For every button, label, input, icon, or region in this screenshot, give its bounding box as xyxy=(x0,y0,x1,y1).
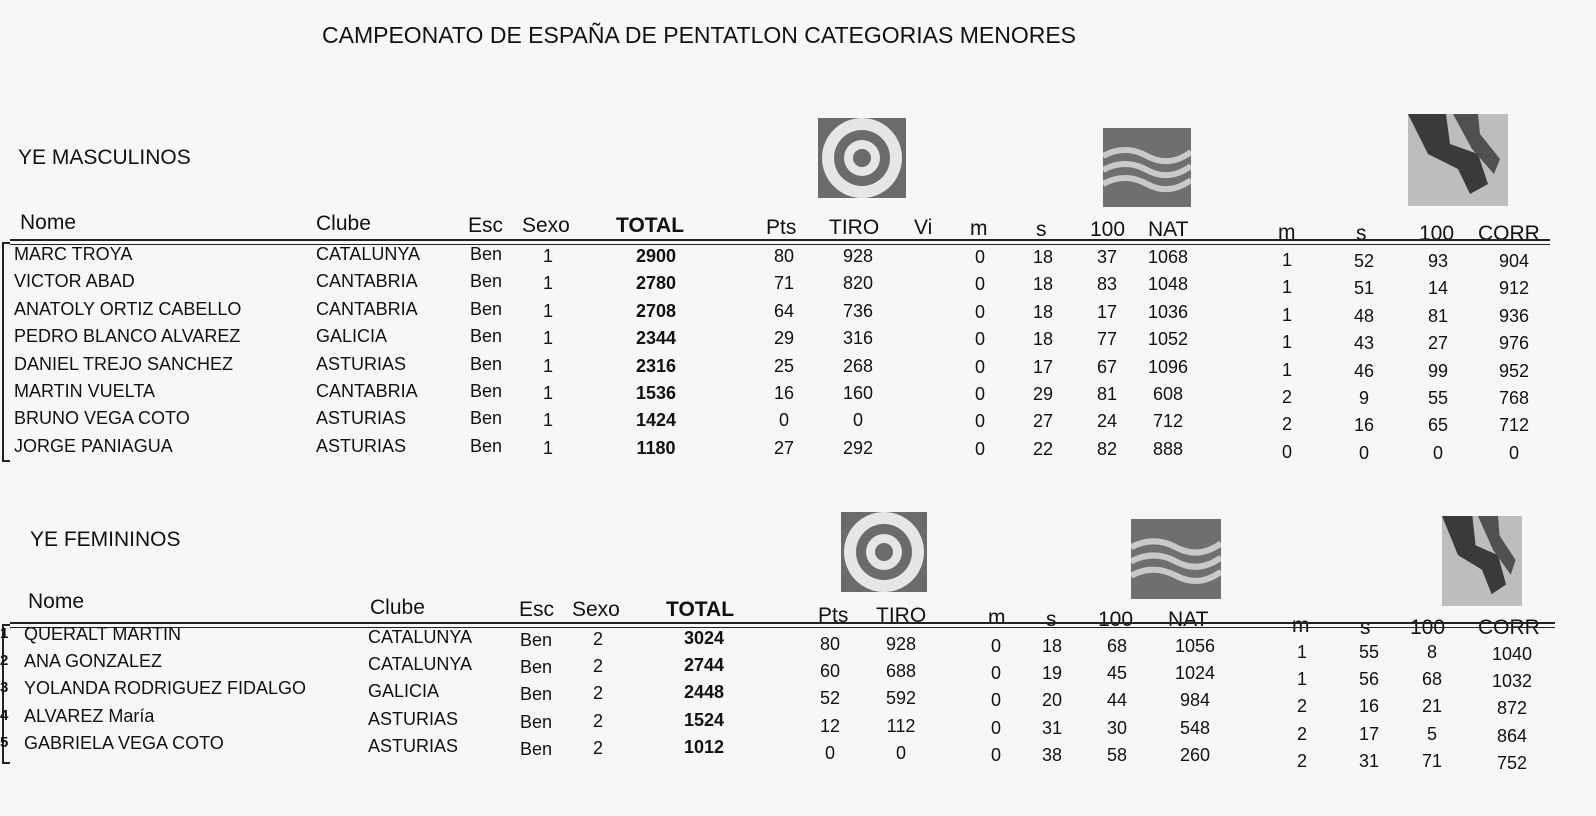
col-header-clube: Clube xyxy=(316,212,371,235)
cell-nome: BRUNO VEGA COTO xyxy=(14,408,190,429)
col-header-sexo: Sexo xyxy=(572,598,620,621)
cell-tiro: 592 xyxy=(885,688,917,709)
cell-total: 2316 xyxy=(635,355,677,376)
cell-corr-m: 0 xyxy=(1281,441,1293,462)
col-header-esc: Esc xyxy=(468,214,504,237)
cell-nat-m: 0 xyxy=(990,744,1002,765)
cell-nat: 888 xyxy=(1152,438,1184,459)
cell-nat-c: 68 xyxy=(1106,636,1128,656)
cell-nat-m: 0 xyxy=(990,690,1002,711)
cell-tiro: 736 xyxy=(842,300,874,321)
cell-nat-s: 18 xyxy=(1032,329,1054,350)
cell-tiro: 112 xyxy=(886,715,916,736)
cell-nat: 548 xyxy=(1179,717,1211,738)
cell-corr-s: 17 xyxy=(1358,723,1380,744)
cell-clube: CANTABRIA xyxy=(316,271,418,292)
cell-nat: 1068 xyxy=(1147,247,1189,267)
cell-corr: 952 xyxy=(1498,360,1530,381)
col-header-corr-m: m xyxy=(1278,221,1296,244)
col-header-tiro: TIRO xyxy=(829,216,880,239)
cell-esc: Ben xyxy=(520,657,553,678)
cell-clube: GALICIA xyxy=(368,681,440,702)
cell-corr-s: 0 xyxy=(1358,442,1370,463)
cell-sexo: 1 xyxy=(542,273,554,294)
cell-nat: 984 xyxy=(1179,690,1211,711)
cell-total: 2448 xyxy=(683,682,725,703)
cell-nat: 1024 xyxy=(1174,663,1216,684)
cell-sexo: 1 xyxy=(542,437,554,458)
cell-nat-s: 38 xyxy=(1041,744,1063,765)
cell-tiro: 820 xyxy=(842,273,874,294)
header-rule xyxy=(10,627,1555,628)
running-legs-icon xyxy=(1408,114,1508,206)
cell-sexo: 1 xyxy=(542,383,554,403)
col-header-nat: NAT xyxy=(1168,608,1209,631)
header-rule xyxy=(10,239,1550,241)
cell-esc: Ben xyxy=(470,244,503,264)
cell-pts: 52 xyxy=(819,688,841,709)
cell-nome: PEDRO BLANCO ALVAREZ xyxy=(14,326,241,347)
col-header-corr: CORR xyxy=(1478,616,1540,639)
col-header-pts: Pts xyxy=(766,216,797,239)
cell-pts: 25 xyxy=(773,355,795,376)
cell-total: 1524 xyxy=(683,709,725,730)
cell-nat-c: 77 xyxy=(1096,329,1118,350)
col-header-total: TOTAL xyxy=(666,598,735,621)
cell-nat-m: 0 xyxy=(974,329,986,350)
cell-nat-s: 19 xyxy=(1041,663,1063,684)
cell-pts: 0 xyxy=(778,410,790,431)
col-header-nat-100: 100 xyxy=(1090,218,1126,241)
cell-corr-s: 56 xyxy=(1358,669,1380,690)
cell-pts: 80 xyxy=(773,246,795,266)
cell-total: 1180 xyxy=(636,437,676,458)
header-rule xyxy=(10,622,1555,624)
cell-tiro: 160 xyxy=(842,383,874,403)
cell-nat-m: 0 xyxy=(974,411,986,432)
swimming-waves-icon xyxy=(1103,128,1191,207)
col-header-nat-m: m xyxy=(988,606,1006,629)
cell-corr-s: 9 xyxy=(1358,388,1370,408)
cell-nat-m: 0 xyxy=(974,301,986,322)
cell-nat-c: 81 xyxy=(1096,384,1118,404)
cell-tiro: 292 xyxy=(842,437,874,458)
col-header-nat-s: s xyxy=(1046,608,1057,631)
cell-nat-s: 31 xyxy=(1041,717,1063,738)
cell-nome: ANA GONZALEZ xyxy=(24,651,163,672)
cell-nat-s: 18 xyxy=(1032,274,1054,295)
col-header-nome: Nome xyxy=(20,211,77,234)
cell-corr-m: 1 xyxy=(1281,250,1293,270)
cell-corr-m: 2 xyxy=(1281,414,1293,435)
cell-pts: 12 xyxy=(819,715,841,736)
cell-nat: 260 xyxy=(1179,744,1211,765)
rank-number: 2 xyxy=(0,652,9,670)
col-header-clube: Clube xyxy=(370,596,425,619)
col-header-nat: NAT xyxy=(1148,218,1189,241)
cell-nome: ANATOLY ORTIZ CABELLO xyxy=(14,298,242,319)
document-title: CAMPEONATO DE ESPAÑA DE PENTATLON CATEGORIAS MENORES xyxy=(322,22,1077,48)
cell-corr-c: 8 xyxy=(1426,642,1438,662)
cell-pts: 27 xyxy=(773,437,795,458)
cell-nat-s: 17 xyxy=(1032,356,1054,377)
cell-corr-s: 51 xyxy=(1353,278,1375,299)
cell-esc: Ben xyxy=(520,630,553,650)
col-header-nat-100: 100 xyxy=(1098,608,1134,631)
cell-tiro: 0 xyxy=(852,410,864,431)
cell-clube: CATALUNYA xyxy=(368,627,473,647)
cell-total: 2344 xyxy=(635,328,677,349)
rank-number: 1 xyxy=(0,625,9,642)
col-header-vi: Vi xyxy=(914,216,933,239)
cell-corr-m: 2 xyxy=(1296,750,1308,771)
cell-corr-m: 2 xyxy=(1296,723,1308,744)
cell-nat-c: 37 xyxy=(1096,247,1118,267)
cell-total: 1536 xyxy=(635,383,677,403)
cell-pts: 16 xyxy=(773,383,795,403)
cell-nat-c: 45 xyxy=(1106,663,1128,684)
cell-corr-s: 46 xyxy=(1353,360,1375,381)
cell-clube: ASTURIAS xyxy=(316,435,407,456)
cell-esc: Ben xyxy=(470,298,503,319)
cell-corr-s: 16 xyxy=(1353,415,1375,436)
cell-nat: 1096 xyxy=(1147,356,1189,377)
cell-nome: GABRIELA VEGA COTO xyxy=(24,732,224,753)
target-icon xyxy=(818,118,906,198)
cell-corr-c: 21 xyxy=(1421,696,1443,717)
cell-nat: 1048 xyxy=(1147,274,1189,295)
col-header-corr-m: m xyxy=(1292,614,1310,637)
running-legs-icon xyxy=(1442,516,1522,606)
cell-corr-c: 68 xyxy=(1421,669,1443,690)
cell-tiro: 928 xyxy=(842,246,874,266)
rank-number: 5 xyxy=(0,733,9,751)
cell-total: 3024 xyxy=(683,628,725,648)
cell-total: 2708 xyxy=(635,300,677,321)
col-header-pts: Pts xyxy=(818,604,849,627)
cell-esc: Ben xyxy=(520,684,553,705)
cell-corr-m: 1 xyxy=(1296,642,1308,662)
col-header-corr: CORR xyxy=(1478,222,1540,245)
cell-esc: Ben xyxy=(470,435,503,456)
cell-nat: 712 xyxy=(1152,411,1184,432)
cell-sexo: 2 xyxy=(592,683,604,704)
cell-corr: 752 xyxy=(1496,752,1528,773)
header-rule xyxy=(10,244,1550,245)
col-header-tiro: TIRO xyxy=(876,604,927,627)
cell-nat-c: 44 xyxy=(1106,690,1128,711)
cell-corr: 712 xyxy=(1498,415,1530,436)
cell-corr-s: 52 xyxy=(1353,251,1375,271)
cell-nat-m: 0 xyxy=(974,384,986,404)
cell-clube: ASTURIAS xyxy=(316,408,407,429)
cell-clube: ASTURIAS xyxy=(368,708,459,729)
cell-sexo: 1 xyxy=(542,300,554,321)
cell-nat-c: 82 xyxy=(1096,438,1118,459)
cell-corr: 872 xyxy=(1496,698,1528,719)
cell-corr-c: 0 xyxy=(1432,442,1444,463)
cell-sexo: 2 xyxy=(592,737,604,758)
cell-nome: VICTOR ABAD xyxy=(14,271,135,292)
cell-corr: 1040 xyxy=(1491,644,1533,664)
cell-corr-c: 55 xyxy=(1427,388,1449,408)
cell-nat-c: 58 xyxy=(1106,744,1128,765)
cell-sexo: 2 xyxy=(592,656,604,677)
cell-pts: 71 xyxy=(773,273,795,294)
cell-pts: 0 xyxy=(824,742,836,763)
cell-nat: 1052 xyxy=(1147,329,1189,350)
cell-corr-c: 99 xyxy=(1427,360,1449,381)
cell-clube: CANTABRIA xyxy=(316,298,418,319)
col-header-total: TOTAL xyxy=(616,214,685,237)
cell-nat: 1036 xyxy=(1147,301,1189,322)
col-header-nat-s: s xyxy=(1036,218,1047,241)
cell-tiro: 928 xyxy=(885,634,917,654)
cell-corr-c: 5 xyxy=(1426,723,1438,744)
cell-nome: MARC TROYA xyxy=(14,244,133,264)
cell-clube: ASTURIAS xyxy=(316,353,407,374)
cell-corr-s: 31 xyxy=(1358,750,1380,771)
cell-nat-s: 22 xyxy=(1032,438,1054,459)
cell-corr-c: 81 xyxy=(1427,305,1449,326)
cell-esc: Ben xyxy=(470,408,503,429)
cell-esc: Ben xyxy=(470,353,503,374)
cell-esc: Ben xyxy=(470,326,503,347)
cell-total: 2900 xyxy=(635,246,677,266)
cell-corr-m: 2 xyxy=(1281,387,1293,407)
cell-corr: 976 xyxy=(1498,333,1530,354)
cell-corr-m: 1 xyxy=(1296,669,1308,690)
cell-nat-s: 18 xyxy=(1041,636,1063,656)
target-icon xyxy=(841,512,927,592)
cell-clube: ASTURIAS xyxy=(368,735,459,756)
cell-corr: 936 xyxy=(1498,305,1530,326)
cell-nome: MARTIN VUELTA xyxy=(14,381,156,401)
col-header-corr-100: 100 xyxy=(1419,222,1455,245)
cell-total: 2780 xyxy=(635,273,677,294)
rank-number: 3 xyxy=(0,679,9,697)
cell-pts: 64 xyxy=(773,300,795,321)
cell-nat-m: 0 xyxy=(974,356,986,377)
cell-corr-s: 48 xyxy=(1353,305,1375,326)
cell-pts: 60 xyxy=(819,661,841,682)
section-title-female: YE FEMININOS xyxy=(30,528,181,551)
cell-tiro: 268 xyxy=(842,355,874,376)
cell-nat-m: 0 xyxy=(990,717,1002,738)
cell-sexo: 2 xyxy=(592,710,604,731)
cell-pts: 80 xyxy=(819,634,841,654)
cell-pts: 29 xyxy=(773,328,795,349)
cell-corr-m: 1 xyxy=(1281,277,1293,298)
cell-sexo: 1 xyxy=(542,246,554,266)
cell-tiro: 688 xyxy=(885,661,917,682)
cell-nat: 1056 xyxy=(1174,636,1216,656)
cell-corr: 864 xyxy=(1496,725,1528,746)
cell-nat-m: 0 xyxy=(990,663,1002,684)
cell-corr-s: 16 xyxy=(1358,696,1380,717)
col-header-corr-100: 100 xyxy=(1410,616,1446,639)
cell-nat-m: 0 xyxy=(974,438,986,459)
cell-corr-c: 71 xyxy=(1421,750,1443,771)
cell-esc: Ben xyxy=(520,738,553,759)
cell-corr-s: 43 xyxy=(1353,333,1375,354)
cell-clube: CATALUNYA xyxy=(316,244,421,264)
col-header-esc: Esc xyxy=(519,598,555,621)
cell-nome: JORGE PANIAGUA xyxy=(14,435,173,456)
cell-nat-m: 0 xyxy=(990,636,1002,656)
cell-corr-m: 2 xyxy=(1296,696,1308,717)
cell-clube: CATALUNYA xyxy=(368,654,473,675)
cell-total: 2744 xyxy=(683,655,725,676)
cell-sexo: 2 xyxy=(592,629,604,649)
cell-tiro: 0 xyxy=(895,742,907,763)
cell-sexo: 1 xyxy=(542,328,554,349)
cell-nat-c: 24 xyxy=(1096,411,1118,432)
cell-nat-m: 0 xyxy=(974,274,986,295)
cell-nat-c: 67 xyxy=(1096,356,1118,377)
cell-corr-m: 1 xyxy=(1281,304,1293,325)
cell-clube: CANTABRIA xyxy=(316,381,418,401)
col-header-corr-s: s xyxy=(1360,616,1371,639)
cell-esc: Ben xyxy=(520,711,553,732)
cell-total: 1012 xyxy=(683,736,725,757)
cell-corr-c: 14 xyxy=(1427,278,1449,299)
cell-corr-c: 27 xyxy=(1427,333,1449,354)
cell-sexo: 1 xyxy=(542,355,554,376)
row-bracket xyxy=(2,242,10,462)
col-header-nat-m: m xyxy=(970,217,988,240)
cell-nat: 608 xyxy=(1152,384,1184,404)
cell-corr: 0 xyxy=(1508,442,1520,463)
cell-tiro: 316 xyxy=(842,328,874,349)
cell-nat-s: 29 xyxy=(1032,384,1054,404)
cell-corr-m: 1 xyxy=(1281,359,1293,380)
cell-nat-m: 0 xyxy=(974,247,986,267)
cell-nat-s: 20 xyxy=(1041,690,1063,711)
col-header-sexo: Sexo xyxy=(522,214,570,237)
section-title-male: YE MASCULINOS xyxy=(18,146,191,169)
cell-nat-s: 27 xyxy=(1032,411,1054,432)
cell-esc: Ben xyxy=(470,381,503,401)
cell-nome: YOLANDA RODRIGUEZ FIDALGO xyxy=(24,678,307,699)
cell-corr-s: 55 xyxy=(1358,642,1380,662)
col-header-nome: Nome xyxy=(28,590,85,613)
cell-corr-c: 65 xyxy=(1427,415,1449,436)
cell-nat-c: 30 xyxy=(1106,717,1128,738)
cell-nat-c: 83 xyxy=(1096,274,1118,295)
cell-clube: GALICIA xyxy=(316,326,388,347)
cell-nat-s: 18 xyxy=(1032,301,1054,322)
cell-corr-m: 1 xyxy=(1281,332,1293,353)
cell-corr: 912 xyxy=(1498,278,1530,299)
cell-corr: 768 xyxy=(1498,388,1530,408)
cell-nat-s: 18 xyxy=(1032,247,1054,267)
cell-nome: QUERALT MARTIN xyxy=(24,624,182,644)
swimming-waves-icon xyxy=(1131,519,1221,599)
cell-nome: DANIEL TREJO SANCHEZ xyxy=(14,353,234,374)
cell-sexo: 1 xyxy=(542,410,554,431)
cell-total: 1424 xyxy=(635,410,677,431)
cell-corr: 904 xyxy=(1498,251,1530,271)
cell-corr: 1032 xyxy=(1491,671,1533,692)
cell-esc: Ben xyxy=(470,271,503,292)
col-header-corr-s: s xyxy=(1356,222,1367,245)
rank-number: 4 xyxy=(0,706,9,724)
cell-nome: ALVAREZ María xyxy=(24,705,155,726)
cell-nat-c: 17 xyxy=(1096,301,1118,322)
cell-corr-c: 93 xyxy=(1427,251,1449,271)
